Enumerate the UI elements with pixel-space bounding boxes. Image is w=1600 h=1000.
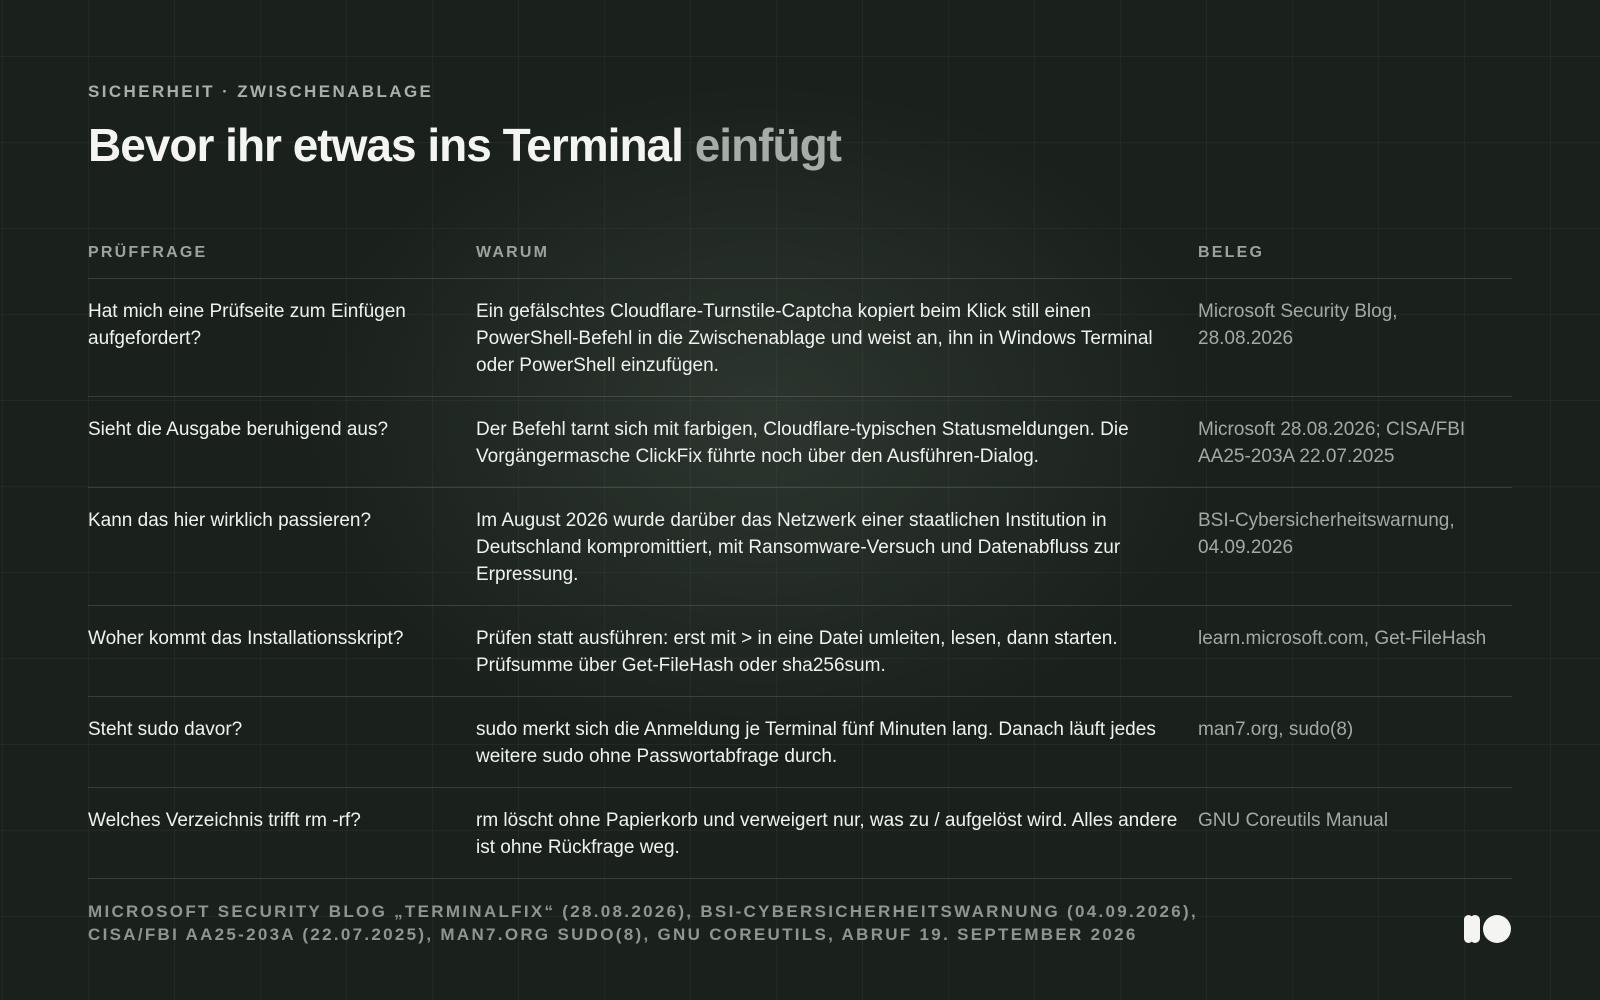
eyebrow-label: SICHERHEIT · ZWISCHENABLAGE <box>88 82 434 101</box>
question-cell: Steht sudo davor? <box>88 719 243 740</box>
source-cell: man7.org, sudo(8) <box>1198 719 1354 740</box>
title-accent: einfügt <box>694 119 841 171</box>
table-header <box>88 238 1512 279</box>
page-title <box>88 118 841 172</box>
table-row <box>88 606 1512 697</box>
source-cell: Microsoft Security Blog, 28.08.2026 <box>1198 301 1398 349</box>
title-main: Bevor ihr etwas ins Terminal <box>88 119 695 171</box>
sources-footnote <box>88 900 1288 946</box>
footnote-line: MICROSOFT SECURITY BLOG „TERMINALFIX“ (28.08.2026), BSI-CYBERSICHERHEITSWARNUNG (04.09.2026), <box>88 902 1199 921</box>
question-cell: Hat mich eine Prüfseite zum Einfügen aufgefordert? <box>88 301 406 349</box>
reason-cell: Im August 2026 wurde darüber das Netzwerk einer staatlichen Institution in Deutschland kompromittiert, mit Ransomware-Versuch und Datenabfluss zur Erpressung. <box>476 510 1121 585</box>
question-cell: Kann das hier wirklich passieren? <box>88 510 372 531</box>
reason-cell: sudo merkt sich die Anmeldung je Terminal fünf Minuten lang. Danach läuft jedes weitere sudo ohne Passwortabfrage durch. <box>476 719 1156 767</box>
table-row <box>88 279 1512 397</box>
source-cell: Microsoft 28.08.2026; CISA/FBI AA25-203A 22.07.2025 <box>1198 419 1466 467</box>
source-cell: learn.microsoft.com, Get-FileHash <box>1198 628 1487 649</box>
question-cell: Sieht die Ausgabe beruhigend aus? <box>88 419 389 440</box>
table-row <box>88 397 1512 488</box>
source-cell: BSI-Cybersicherheitswarnung, 04.09.2026 <box>1198 510 1455 558</box>
reason-cell: Ein gefälschtes Cloudflare-Turnstile-Captcha kopiert beim Klick still einen PowerShell-Befehl in die Zwischenablage und weist an, ihn in Windows Terminal oder PowerShell einzufügen. <box>476 301 1153 376</box>
column-header-reason: WARUM <box>476 244 550 261</box>
table-row <box>88 697 1512 788</box>
slide <box>88 0 1512 1000</box>
footnote-line: CISA/FBI AA25-203A (22.07.2025), MAN7.ORG SUDO(8), GNU COREUTILS, ABRUF 19. SEPTEMBER 2026 <box>88 925 1138 944</box>
column-header-source: BELEG <box>1198 244 1265 261</box>
question-cell: Woher kommt das Installationsskript? <box>88 628 404 649</box>
question-cell: Welches Verzeichnis trifft rm -rf? <box>88 810 361 831</box>
reason-cell: rm löscht ohne Papierkorb und verweigert nur, was zu / aufgelöst wird. Alles andere ist ohne Rückfrage weg. <box>476 810 1178 858</box>
source-cell: GNU Coreutils Manual <box>1198 810 1389 831</box>
brand-logo-icon <box>1464 913 1514 945</box>
table-row <box>88 788 1512 879</box>
table-row <box>88 488 1512 606</box>
reason-cell: Prüfen statt ausführen: erst mit > in eine Datei umleiten, lesen, dann starten. Prüfsumme über Get-FileHash oder sha256sum. <box>476 628 1118 676</box>
reason-cell: Der Befehl tarnt sich mit farbigen, Cloudflare-typischen Statusmeldungen. Die Vorgängermasche ClickFix führte noch über den Ausführen-Dialog. <box>476 419 1129 467</box>
column-header-question: PRÜFFRAGE <box>88 244 208 261</box>
checklist-table <box>88 238 1512 879</box>
